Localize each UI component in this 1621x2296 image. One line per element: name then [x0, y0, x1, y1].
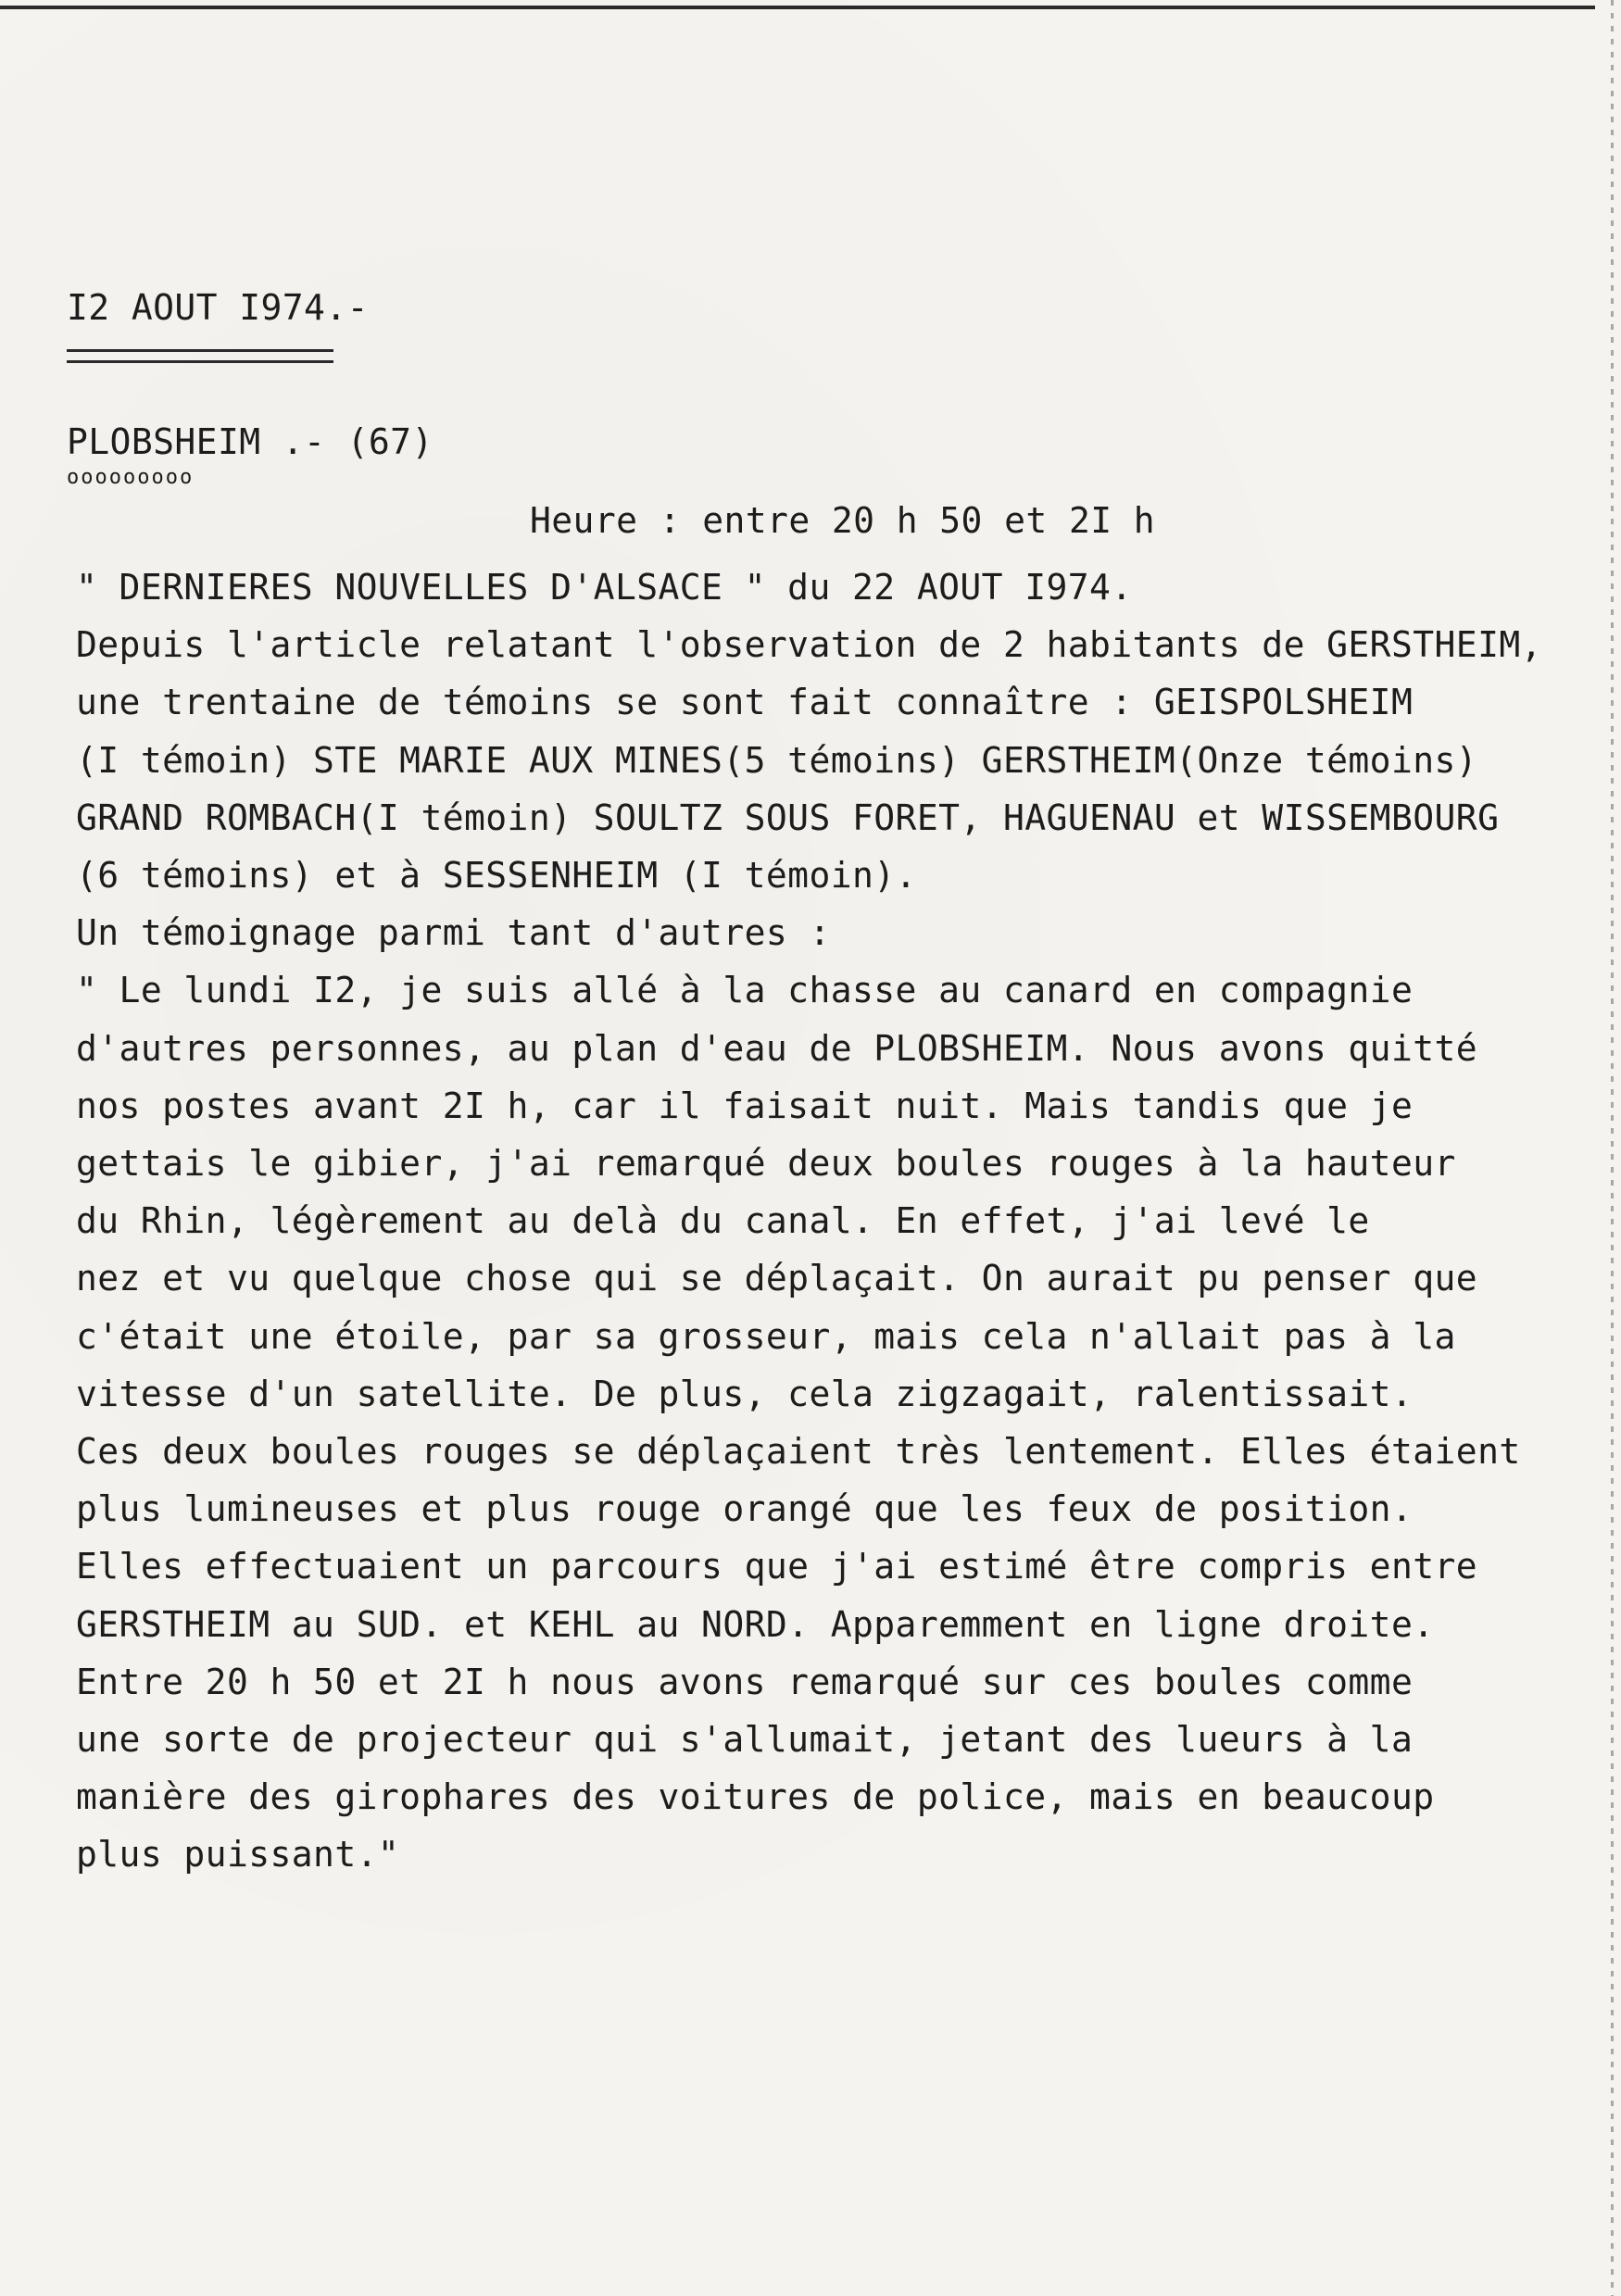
body-line: plus puissant."	[76, 1834, 400, 1875]
body-line: nos postes avant 2I h, car il faisait nuit. Mais tandis que je	[76, 1085, 1414, 1126]
body-line: nez et vu quelque chose qui se déplaçait. On aurait pu penser que	[76, 1258, 1478, 1299]
page-edge-marks	[1611, 0, 1614, 2296]
body-line: " DERNIERES NOUVELLES D'ALSACE " du 22 AOUT I974.	[76, 567, 1133, 608]
observation-time: Heure : entre 20 h 50 et 2I h	[530, 500, 1156, 541]
body-line: " Le lundi I2, je suis allé à la chasse au canard en compagnie	[76, 970, 1414, 1010]
body-line: (6 témoins) et à SESSENHEIM (I témoin).	[76, 855, 917, 896]
date-underline	[67, 349, 333, 363]
body-line: c'était une étoile, par sa grosseur, mais cela n'allait pas à la	[76, 1316, 1456, 1357]
body-line: une sorte de projecteur qui s'allumait, jetant des lueurs à la	[76, 1719, 1414, 1760]
body-line: du Rhin, légèrement au delà du canal. En effet, j'ai levé le	[76, 1200, 1370, 1241]
body-line: gettais le gibier, j'ai remarqué deux boules rouges à la hauteur	[76, 1143, 1456, 1184]
body-line: Entre 20 h 50 et 2I h nous avons remarqué sur ces boules comme	[76, 1662, 1414, 1702]
body-line: vitesse d'un satellite. De plus, cela zigzagait, ralentissait.	[76, 1374, 1414, 1414]
body-line: Ces deux boules rouges se déplaçaient très lentement. Elles étaient	[76, 1431, 1521, 1472]
body-line: plus lumineuses et plus rouge orangé que les feux de position.	[76, 1488, 1414, 1529]
body-line: d'autres personnes, au plan d'eau de PLOBSHEIM. Nous avons quitté	[76, 1028, 1478, 1069]
body-line: Depuis l'article relatant l'observation de 2 habitants de GERSTHEIM,	[76, 624, 1542, 665]
body-line: une trentaine de témoins se sont fait connaître : GEISPOLSHEIM	[76, 682, 1414, 722]
location-underline-marks: ooooooooo	[67, 466, 195, 489]
body-line: GRAND ROMBACH(I témoin) SOULTZ SOUS FORET, HAGUENAU et WISSEMBOURG	[76, 797, 1500, 838]
body-line: manière des girophares des voitures de police, mais en beaucoup	[76, 1776, 1435, 1817]
body-line: GERSTHEIM au SUD. et KEHL au NORD. Apparemment en ligne droite.	[76, 1604, 1435, 1645]
body-line: Un témoignage parmi tant d'autres :	[76, 912, 831, 953]
location-heading: PLOBSHEIM .- (67)	[67, 421, 434, 462]
top-border-line	[0, 6, 1595, 9]
body-line: Elles effectuaient un parcours que j'ai estimé être compris entre	[76, 1546, 1478, 1587]
report-date: I2 AOUT I974.-	[67, 287, 369, 328]
body-line: (I témoin) STE MARIE AUX MINES(5 témoins) GERSTHEIM(Onze témoins)	[76, 740, 1478, 781]
